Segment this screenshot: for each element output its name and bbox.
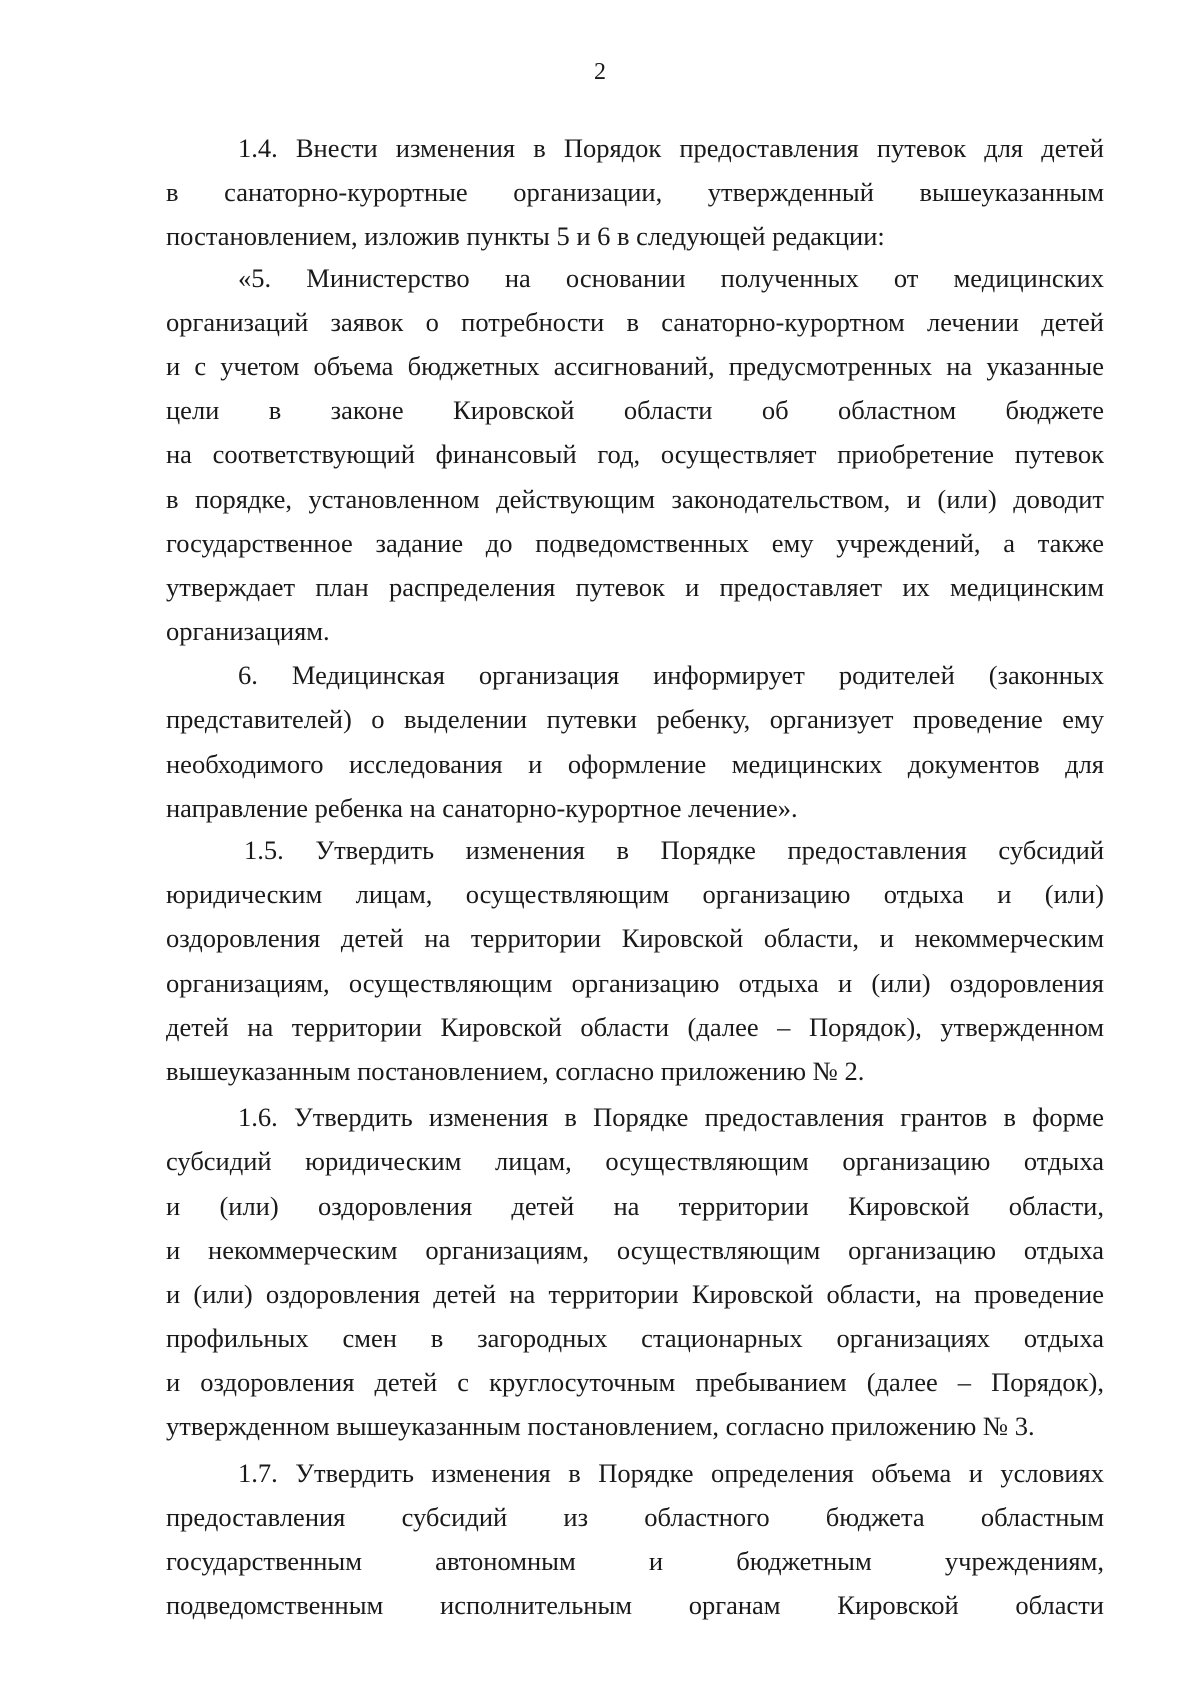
text-line: организаций заявок о потребности в санаторно-курортном лечении детей — [166, 306, 1104, 337]
text-line: цели в законе Кировской области об областном бюджете — [166, 395, 1104, 426]
text-line: постановлением, изложив пункты 5 и 6 в следующей редакции: — [166, 221, 885, 252]
text-line: детей на территории Кировской области (далее – Порядок), утвержденном — [166, 1011, 1104, 1042]
text-line: 6. Медицинская организация информирует родителей (законных — [238, 660, 1104, 691]
text-line: профильных смен в загородных стационарных организациях отдыха — [166, 1323, 1104, 1354]
text-line: и (или) оздоровления детей на территории Кировской области, на проведение — [166, 1278, 1104, 1309]
text-line: организациям, осуществляющим организацию отдыха и (или) оздоровления — [166, 967, 1104, 998]
text-line: в порядке, установленном действующим законодательством, и (или) доводит — [166, 483, 1104, 514]
text-line: вышеуказанным постановлением, согласно приложению № 2. — [166, 1055, 865, 1086]
text-line: и с учетом объема бюджетных ассигнований, предусмотренных на указанные — [166, 350, 1104, 381]
text-line: субсидий юридическим лицам, осуществляющим организацию отдыха — [166, 1146, 1104, 1177]
text-line: «5. Министерство на основании полученных от медицинских — [238, 262, 1104, 293]
text-line: утвержденном вышеуказанным постановлением, согласно приложению № 3. — [166, 1411, 1035, 1442]
text-line: юридическим лицам, осуществляющим организацию отдыха и (или) — [166, 879, 1104, 910]
text-line: направление ребенка на санаторно-курортное лечение». — [166, 792, 798, 823]
page-number: 2 — [594, 59, 606, 85]
text-line: 1.7. Утвердить изменения в Порядке определения объема и условиях — [238, 1457, 1104, 1488]
text-line: необходимого исследования и оформление медицинских документов для — [166, 748, 1104, 779]
text-line: оздоровления детей на территории Кировской области, и некоммерческим — [166, 923, 1104, 954]
paragraph-5 — [166, 256, 1104, 654]
paragraph-1-5 — [166, 828, 1104, 1093]
text-line: государственным автономным и бюджетным учреждениям, — [166, 1546, 1104, 1576]
text-line: государственное задание до подведомственных ему учреждений, а также — [166, 527, 1104, 558]
text-line: предоставления субсидий из областного бюджета областным — [166, 1501, 1104, 1532]
text-line: представителей) о выделении путевки ребенку, организует проведение ему — [166, 704, 1104, 735]
paragraph-1-4 — [166, 126, 1104, 259]
text-line: и некоммерческим организациям, осуществляющим организацию отдыха — [166, 1234, 1104, 1265]
text-line: и (или) оздоровления детей на территории Кировской области, — [166, 1190, 1104, 1221]
text-line: на соответствующий финансовый год, осуществляет приобретение путевок — [166, 439, 1104, 470]
document-body — [166, 126, 1104, 1627]
text-line: 1.4. Внести изменения в Порядок предоставления путевок для детей — [238, 133, 1104, 163]
text-line: 1.6. Утвердить изменения в Порядке предоставления грантов в форме — [238, 1102, 1104, 1133]
text-line: и оздоровления детей с круглосуточным пребыванием (далее – Порядок), — [166, 1367, 1104, 1398]
text-line: организациям. — [166, 616, 330, 647]
paragraph-6 — [166, 653, 1104, 830]
text-line: утверждает план распределения путевок и предоставляет их медицинским — [166, 571, 1104, 602]
text-line: в санаторно-курортные организации, утвержденный вышеуказанным — [166, 177, 1104, 208]
text-line: 1.5. Утвердить изменения в Порядке предоставления субсидий — [244, 835, 1104, 865]
paragraph-1-6 — [166, 1095, 1104, 1449]
text-line: подведомственным исполнительным органам Кировской области — [166, 1590, 1104, 1621]
paragraph-1-7 — [166, 1451, 1104, 1628]
